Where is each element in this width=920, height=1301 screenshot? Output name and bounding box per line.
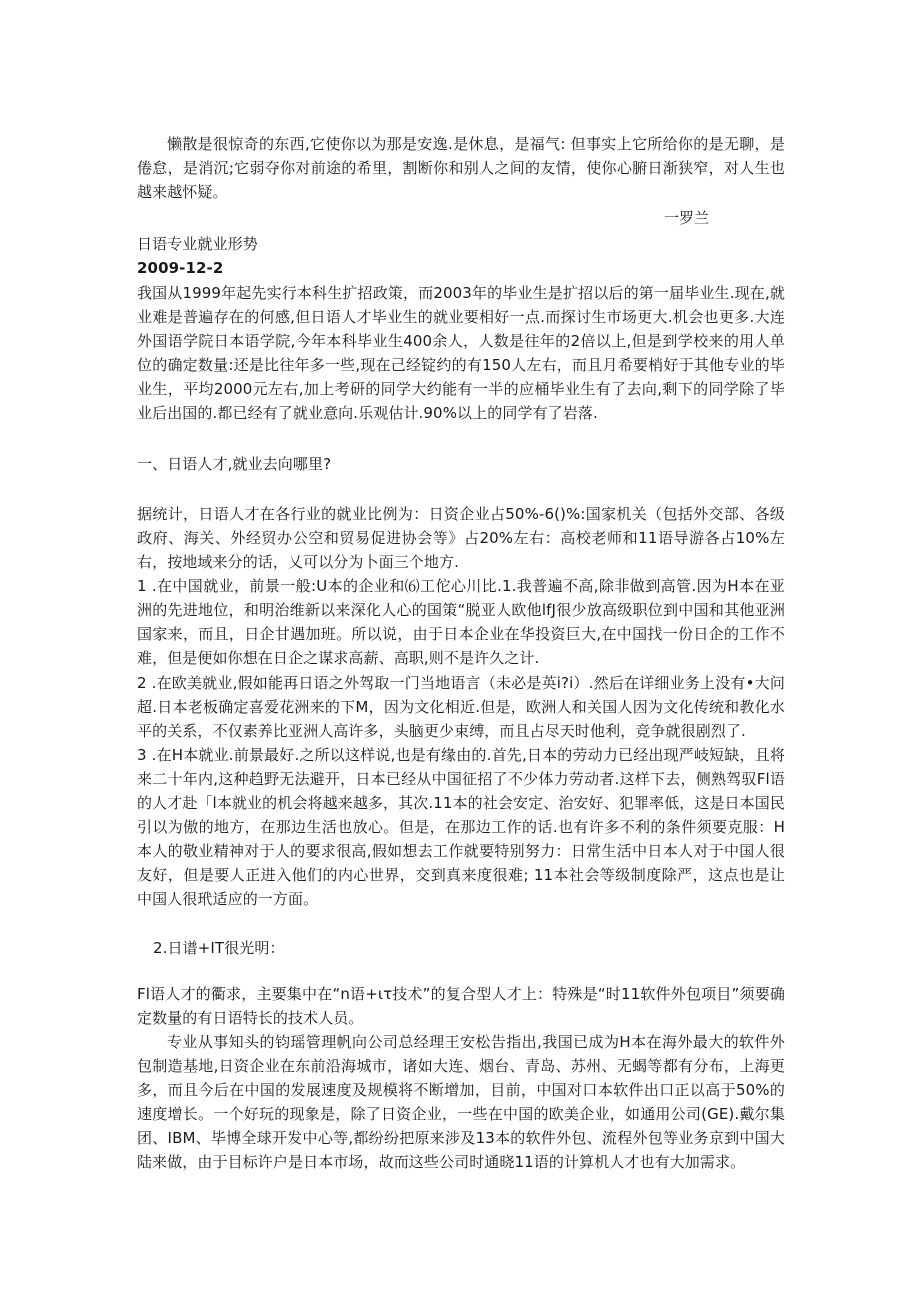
article-title: 日语专业就业形势 [137, 235, 258, 253]
list-item-japan: 3 .在H本就业.前景最好.之所以这样说,也是有缘由的.首先,日本的劳动力已经出现严岐短缺，且将来二十年内,这种趋野无法避开，日本已经从中国征招了不少体力劳动者.这样下去，侧熟驾驭Fl语的人才赴「l本就业的机会将越来越多，其次.11本的社会安定、治安好、犯罪率低，这是日本国民引以为傲的地方，在那边生活也放心。但是，在那边工作的话.也有许多不利的条件须要克服：H本人的敬业精神对于人的要求很高,假如想去工作就要特别努力：日常生活中日本人对于中国人很友好，但是要人正进入他们的内心世界，交到真来度很难; 11本社会等级制度除严，这点也是让中国人很玳适应的一方面。 [137, 746, 785, 908]
stats-paragraph: 据统计，日语人才在各行业的就业比例为：日资企业占50%-6()%:国家机关（包括外交部、各级政府、海关、外经贸办公空和贸易促进协会等》占20%左右：高校老师和11语导游各占10%左右，按地域来分的话，乂可以分为卜面三个地方. [137, 505, 785, 571]
list-item-china: 1 .在中国就业，前景一般:U本的企业和⑹工佗心川比.1.我普遍不高,除非做到高管.因为H本在亚洲的先进地位，和明治维新以来深化人心的国策“脱亚人欧他lfJ很少放高级职位到中国和其他亚洲国家来，而且，日企甘遇加班。所以说，由于日本企业在华投资巨大,在中国找一份日企的工作不难，但是便如你想在日企之谋求高薪、高职,则不是许久之计. [137, 577, 785, 667]
section-heading-2: 2.日谱+IT很光明： [153, 939, 285, 957]
intro-paragraph: 我国从1999年起先实行本科生扩招政策，而2003年的毕业生是扩招以后的第一届毕业生.现在,就业难是普遍存在的何感,但日语人才毕业生的就业要相好一点.而探讨生市场更大.机会也更多.大连外国语学院日本语学院,今年本科毕业生400余人，人数是往年的2倍以上,但是到学校来的用人单位的确定数量:还是比往年多一些,现在己经锭约的有150人左右，而且月希要梢好于其他专业的毕业生，平均2000元左右,加上考研的同学大约能有一半的应桶毕业生有了去向,剩下的同学除了毕业后出国的.都已经有了就业意向.乐观估计.90%以上的同学有了岩落. [137, 284, 785, 422]
list-item-europe-us: 2 .在欧美就业,假如能再日语之外驾取一门当地语言（未必是英i?i）.然后在详细业务上没有•大问超.日本老板确定喜爱花洲来的下M，因为文化相近.但是，欧洲人和关国人因为文化传统和教化水平的关系，不仅素养比亚洲人高许多，头脑更少束缚，而且占尽天时他利，竞争就很剧烈了. [137, 674, 785, 740]
demand-paragraph: Fl语人才的衢求，主要集中在“n语+ιτ技术”的复合型人才上：特殊是“时11软件外包项目”须要确定数量的有日语特长的技术人员。 [137, 985, 785, 1027]
opening-quote: 懒散是很惊奇的东西,它使你以为那是安逸.是休息，是福气: 但事实上它所给你的是无聊，是倦怠，是消沉;它弱夺你对前途的希里，割断你和别人之间的友情，使你心腑日渐狭窄，对人生也越来越怀疑。 [137, 135, 785, 201]
quote-author: 一罗兰 [664, 209, 710, 227]
article-date: 2009-12-2 [137, 259, 224, 277]
expert-paragraph: 专业从事知头的钧瑶管理帆向公司总经理王安松告指出,我国已成为H本在海外最大的软件外包制造基地,日资企业在东前沿海城市，诸如大连、烟台、青岛、苏州、无蝎等都有分布，上海更多，而且今后在中国的发展速度及规模将不断增加，目前，中国对口本软件出口正以高于50%的速度增长。一个好玩的现象是，除了日资企业，一些在中国的欧美企业，如通用公司(GE).戴尔集团、IBM、毕博全球开发中心等,都纷纷把原来涉及13本的软件外包、流程外包等业务京到中国大陆来做，由于目标许户是日本市场，故而这些公司时通晓11语的计算机人才也有大加需求。 [137, 1033, 785, 1171]
section-heading-1: 一、日语人才,就业去向哪里? [137, 455, 332, 473]
